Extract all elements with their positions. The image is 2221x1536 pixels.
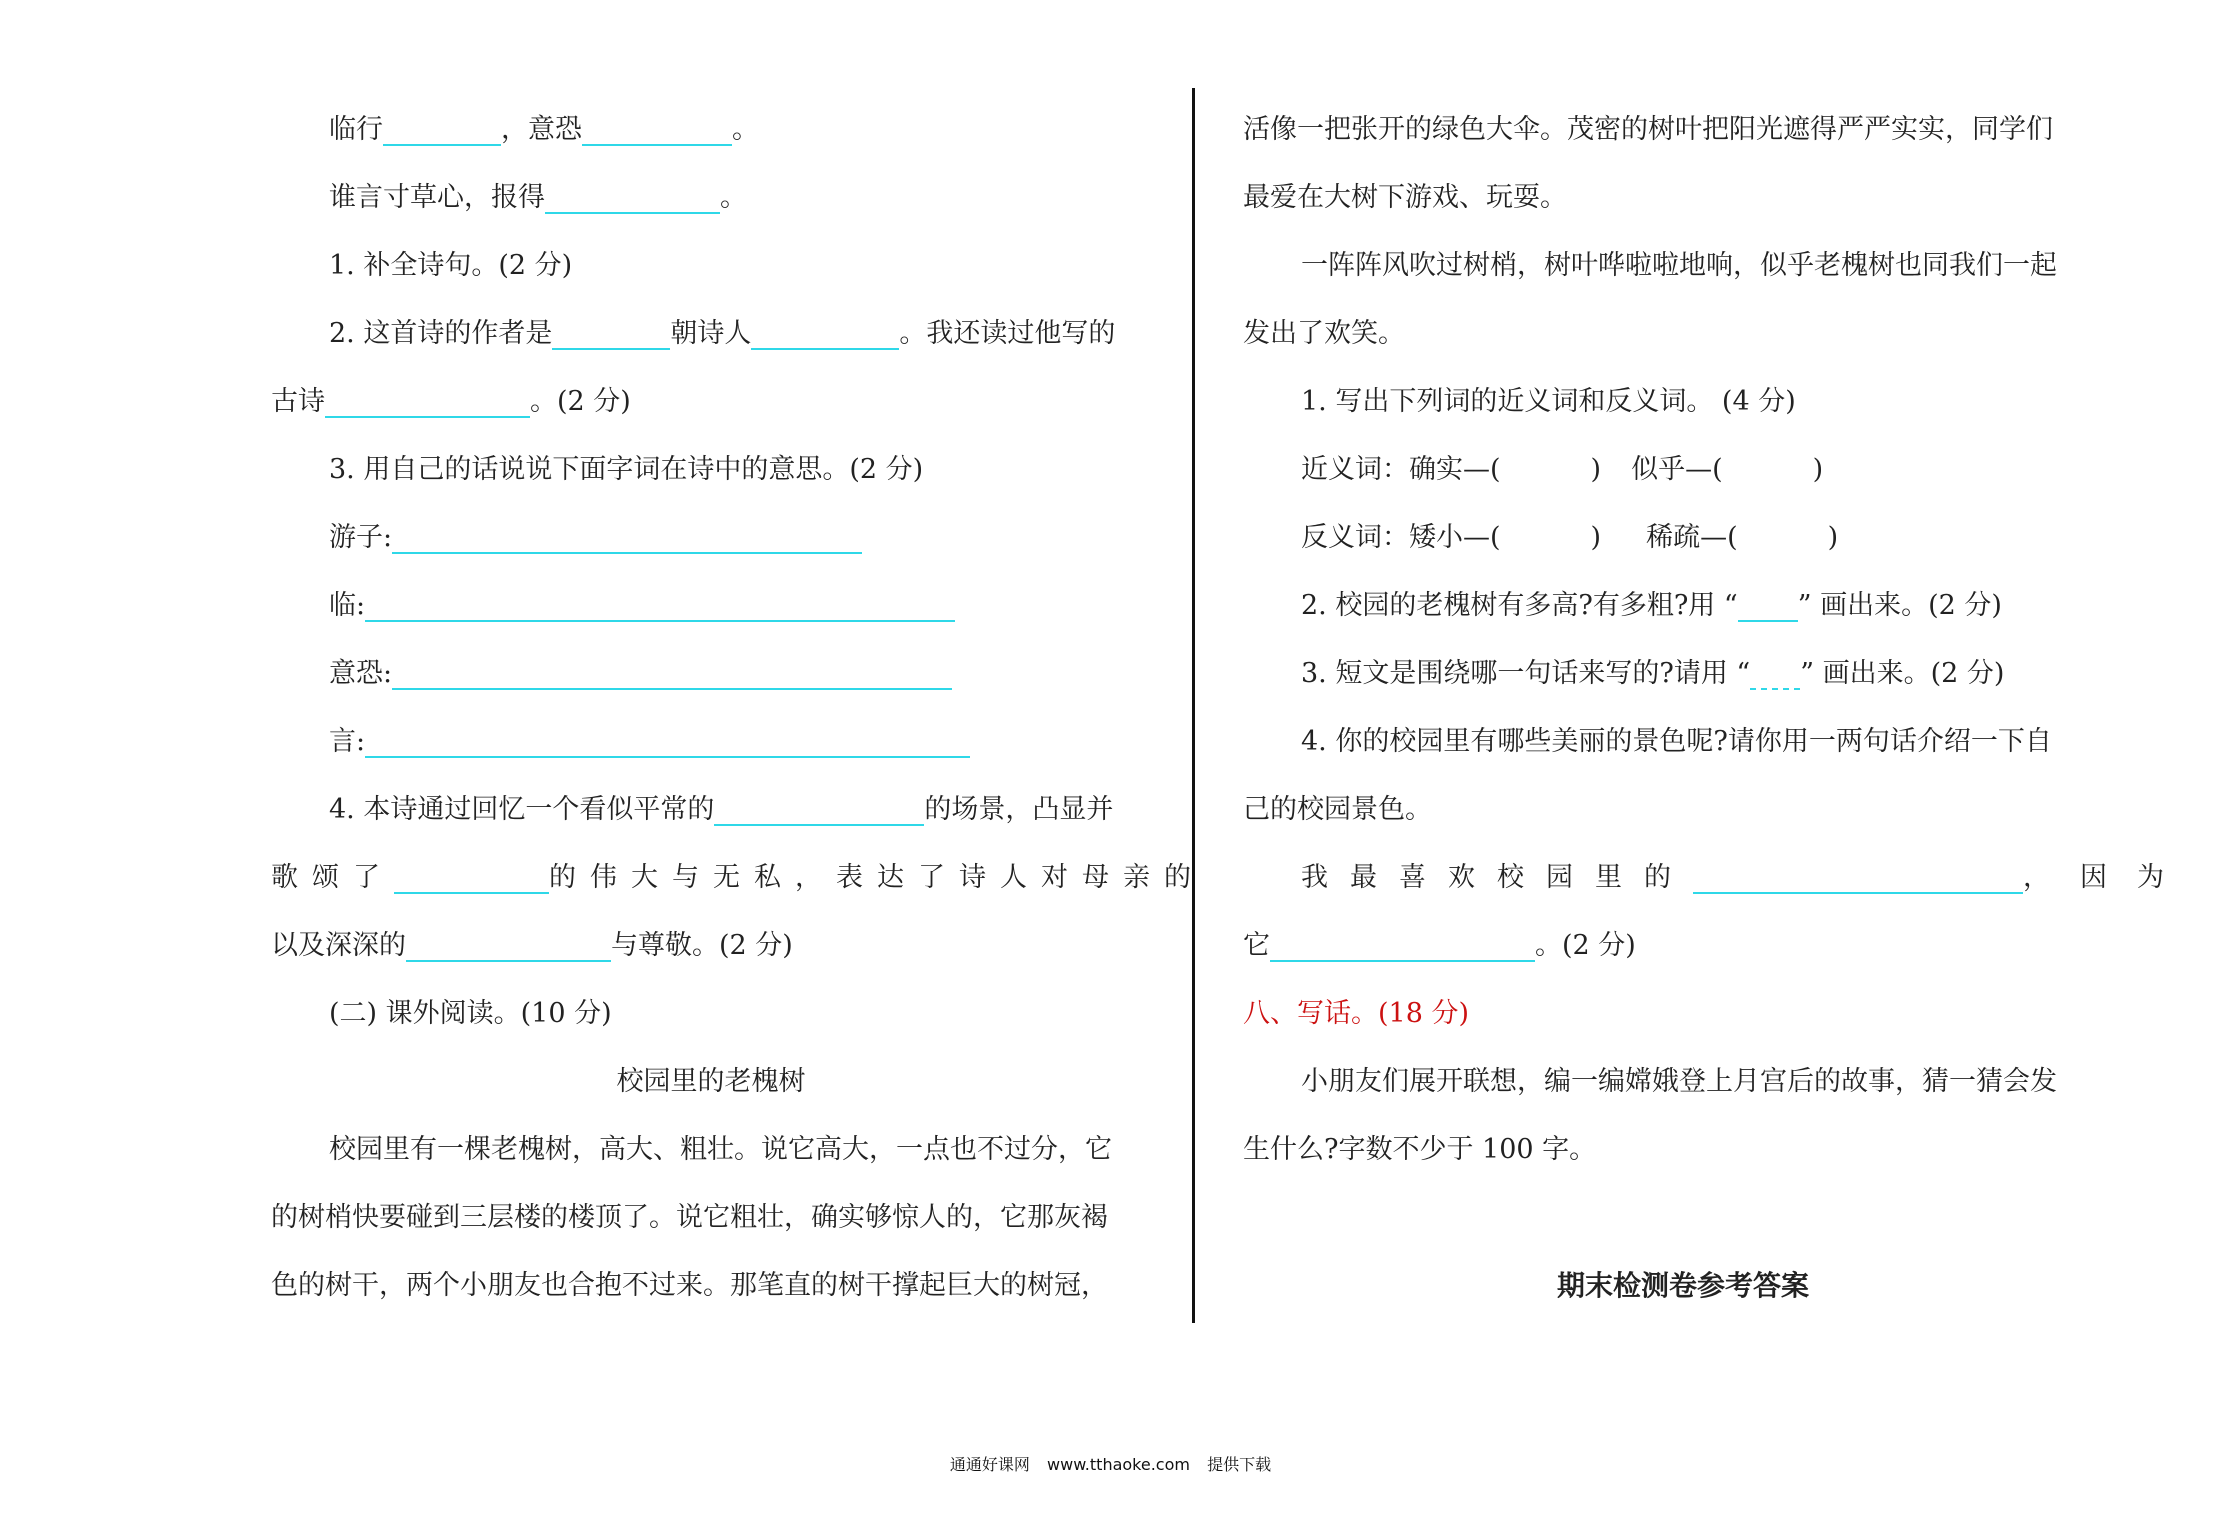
- blank-line[interactable]: [1270, 924, 1535, 962]
- question-text: 的伟大与无私，表达了诗人对母亲的: [549, 862, 1205, 893]
- question-4-cont: [271, 844, 1205, 912]
- question-text: 我最喜欢校园里的: [1301, 862, 1693, 893]
- passage-line: 活像一把张开的绿色大伞。茂密的树叶把阳光遮得严严实实，同学们: [1243, 114, 2053, 145]
- passage-title: 校园里的老槐树: [616, 1066, 806, 1097]
- blank-line[interactable]: [392, 516, 862, 554]
- question-3: 3. 用自己的话说说下面字词在诗中的意思。(2 分): [329, 454, 924, 485]
- question-1: 1. 补全诗句。(2 分): [329, 250, 573, 281]
- footer-url[interactable]: www.tthaoke.com: [1047, 1455, 1190, 1474]
- word-label: 意恐:: [329, 658, 393, 689]
- column-divider: [1192, 88, 1195, 1323]
- page-footer: [0, 1452, 2221, 1475]
- passage-line: 色的树干，两个小朋友也合抱不过来。那笔直的树干撑起巨大的树冠，: [271, 1270, 1108, 1301]
- blank-line[interactable]: [394, 856, 549, 894]
- footer-site-name: 通通好课网: [949, 1455, 1030, 1474]
- question-text: 3. 短文是围绕哪一句话来写的?请用 “: [1301, 658, 1751, 689]
- word-yan: [329, 708, 970, 776]
- fill-line-2: [1243, 912, 1636, 980]
- question-text: 与尊敬。(2 分): [611, 930, 793, 961]
- question-text: ” 画出来。(2 分): [1797, 590, 2002, 621]
- question-text: 4. 本诗通过回忆一个看似平常的: [329, 794, 715, 825]
- question-2: [1301, 572, 2002, 640]
- question-text: 以及深深的: [271, 930, 406, 961]
- question-text: 它: [1243, 930, 1270, 961]
- poem-text: 谁言寸草心，报得: [329, 182, 545, 213]
- passage-line: 校园里有一棵老槐树，高大、粗壮。说它高大，一点也不过分，它: [329, 1134, 1112, 1165]
- blank-line[interactable]: [751, 312, 899, 350]
- blank-line[interactable]: [365, 584, 955, 622]
- answer-key-title: 期末检测卷参考答案: [1556, 1269, 1809, 1302]
- question-text: 。(2 分): [530, 386, 631, 417]
- blank-line[interactable]: [406, 924, 611, 962]
- fill-line-1: [1301, 844, 2194, 912]
- question-4-cont: 己的校园景色。: [1243, 794, 1432, 825]
- question-2-cont: [271, 368, 631, 436]
- blank-line[interactable]: [365, 720, 970, 758]
- blank-line[interactable]: [1693, 856, 2023, 894]
- synonym-row: [1301, 436, 1823, 504]
- poem-text: 临行: [329, 114, 383, 145]
- question-text: 稀疏—(: [1646, 522, 1738, 553]
- question-text: 朝诗人: [670, 318, 752, 349]
- section-2-heading: (二) 课外阅读。(10 分): [329, 998, 612, 1029]
- footer-note: 提供下载: [1207, 1455, 1272, 1474]
- question-text: 2. 校园的老槐树有多高?有多粗?用 “: [1301, 590, 1738, 621]
- blank-line[interactable]: [383, 108, 501, 146]
- question-4-cont2: [271, 912, 793, 980]
- poem-text: ，意恐: [501, 114, 582, 145]
- blank-line[interactable]: [582, 108, 732, 146]
- question-4: 4. 你的校园里有哪些美丽的景色呢?请你用一两句话介绍一下自: [1301, 726, 2052, 757]
- question-text: ): [1590, 454, 1602, 485]
- blank-line[interactable]: [714, 788, 924, 826]
- question-text: 近义词：确实—(: [1301, 454, 1501, 485]
- question-text: 。我还读过他写的: [899, 318, 1116, 349]
- question-text: 反义词：矮小—(: [1301, 522, 1501, 553]
- poem-line-2: [329, 164, 747, 232]
- blank-line[interactable]: [392, 652, 952, 690]
- question-text: ” 画出来。(2 分): [1800, 658, 2005, 689]
- section-8-heading: 八、写话。(18 分): [1243, 998, 1470, 1029]
- word-label: 游子:: [329, 522, 393, 553]
- word-label: 言:: [329, 726, 366, 757]
- word-lin: [329, 572, 955, 640]
- poem-text: 。: [732, 114, 759, 145]
- question-text: 似乎—(: [1631, 454, 1723, 485]
- writing-prompt: 小朋友们展开联想，编一编嫦娥登上月宫后的故事，猜一猜会发: [1301, 1066, 2057, 1097]
- question-text: ): [1827, 522, 1839, 553]
- antonym-row: [1301, 504, 1838, 572]
- blank-line[interactable]: [325, 380, 530, 418]
- word-yikong: [329, 640, 952, 708]
- question-text: 歌颂了: [271, 862, 394, 893]
- passage-line: 的树梢快要碰到三层楼的楼顶了。说它粗壮，确实够惊人的，它那灰褐: [271, 1202, 1108, 1233]
- question-text: ，因为: [2023, 862, 2194, 893]
- passage-line: 发出了欢笑。: [1243, 318, 1405, 349]
- question-4: [329, 776, 1113, 844]
- word-label: 临:: [329, 590, 366, 621]
- passage-line: 最爱在大树下游戏、玩耍。: [1243, 182, 1567, 213]
- question-text: 古诗: [271, 386, 325, 417]
- dashed-underline-sample: [1750, 652, 1800, 690]
- question-3: [1301, 640, 2004, 708]
- question-text: ): [1812, 454, 1824, 485]
- blank-line[interactable]: [552, 312, 670, 350]
- question-text: ): [1590, 522, 1602, 553]
- question-1: 1. 写出下列词的近义词和反义词。 (4 分): [1301, 386, 1796, 417]
- poem-text: 。: [720, 182, 747, 213]
- word-youzi: [329, 504, 862, 572]
- poem-line-1: [329, 96, 759, 164]
- question-text: 2. 这首诗的作者是: [329, 318, 553, 349]
- question-text: 的场景，凸显并: [924, 794, 1114, 825]
- underline-sample: [1738, 584, 1798, 622]
- blank-line[interactable]: [545, 176, 720, 214]
- question-text: 。(2 分): [1535, 930, 1636, 961]
- question-2: [329, 300, 1115, 368]
- passage-line: 一阵阵风吹过树梢，树叶哗啦啦地响，似乎老槐树也同我们一起: [1301, 250, 2057, 281]
- writing-prompt: 生什么?字数不少于 100 字。: [1243, 1134, 1597, 1165]
